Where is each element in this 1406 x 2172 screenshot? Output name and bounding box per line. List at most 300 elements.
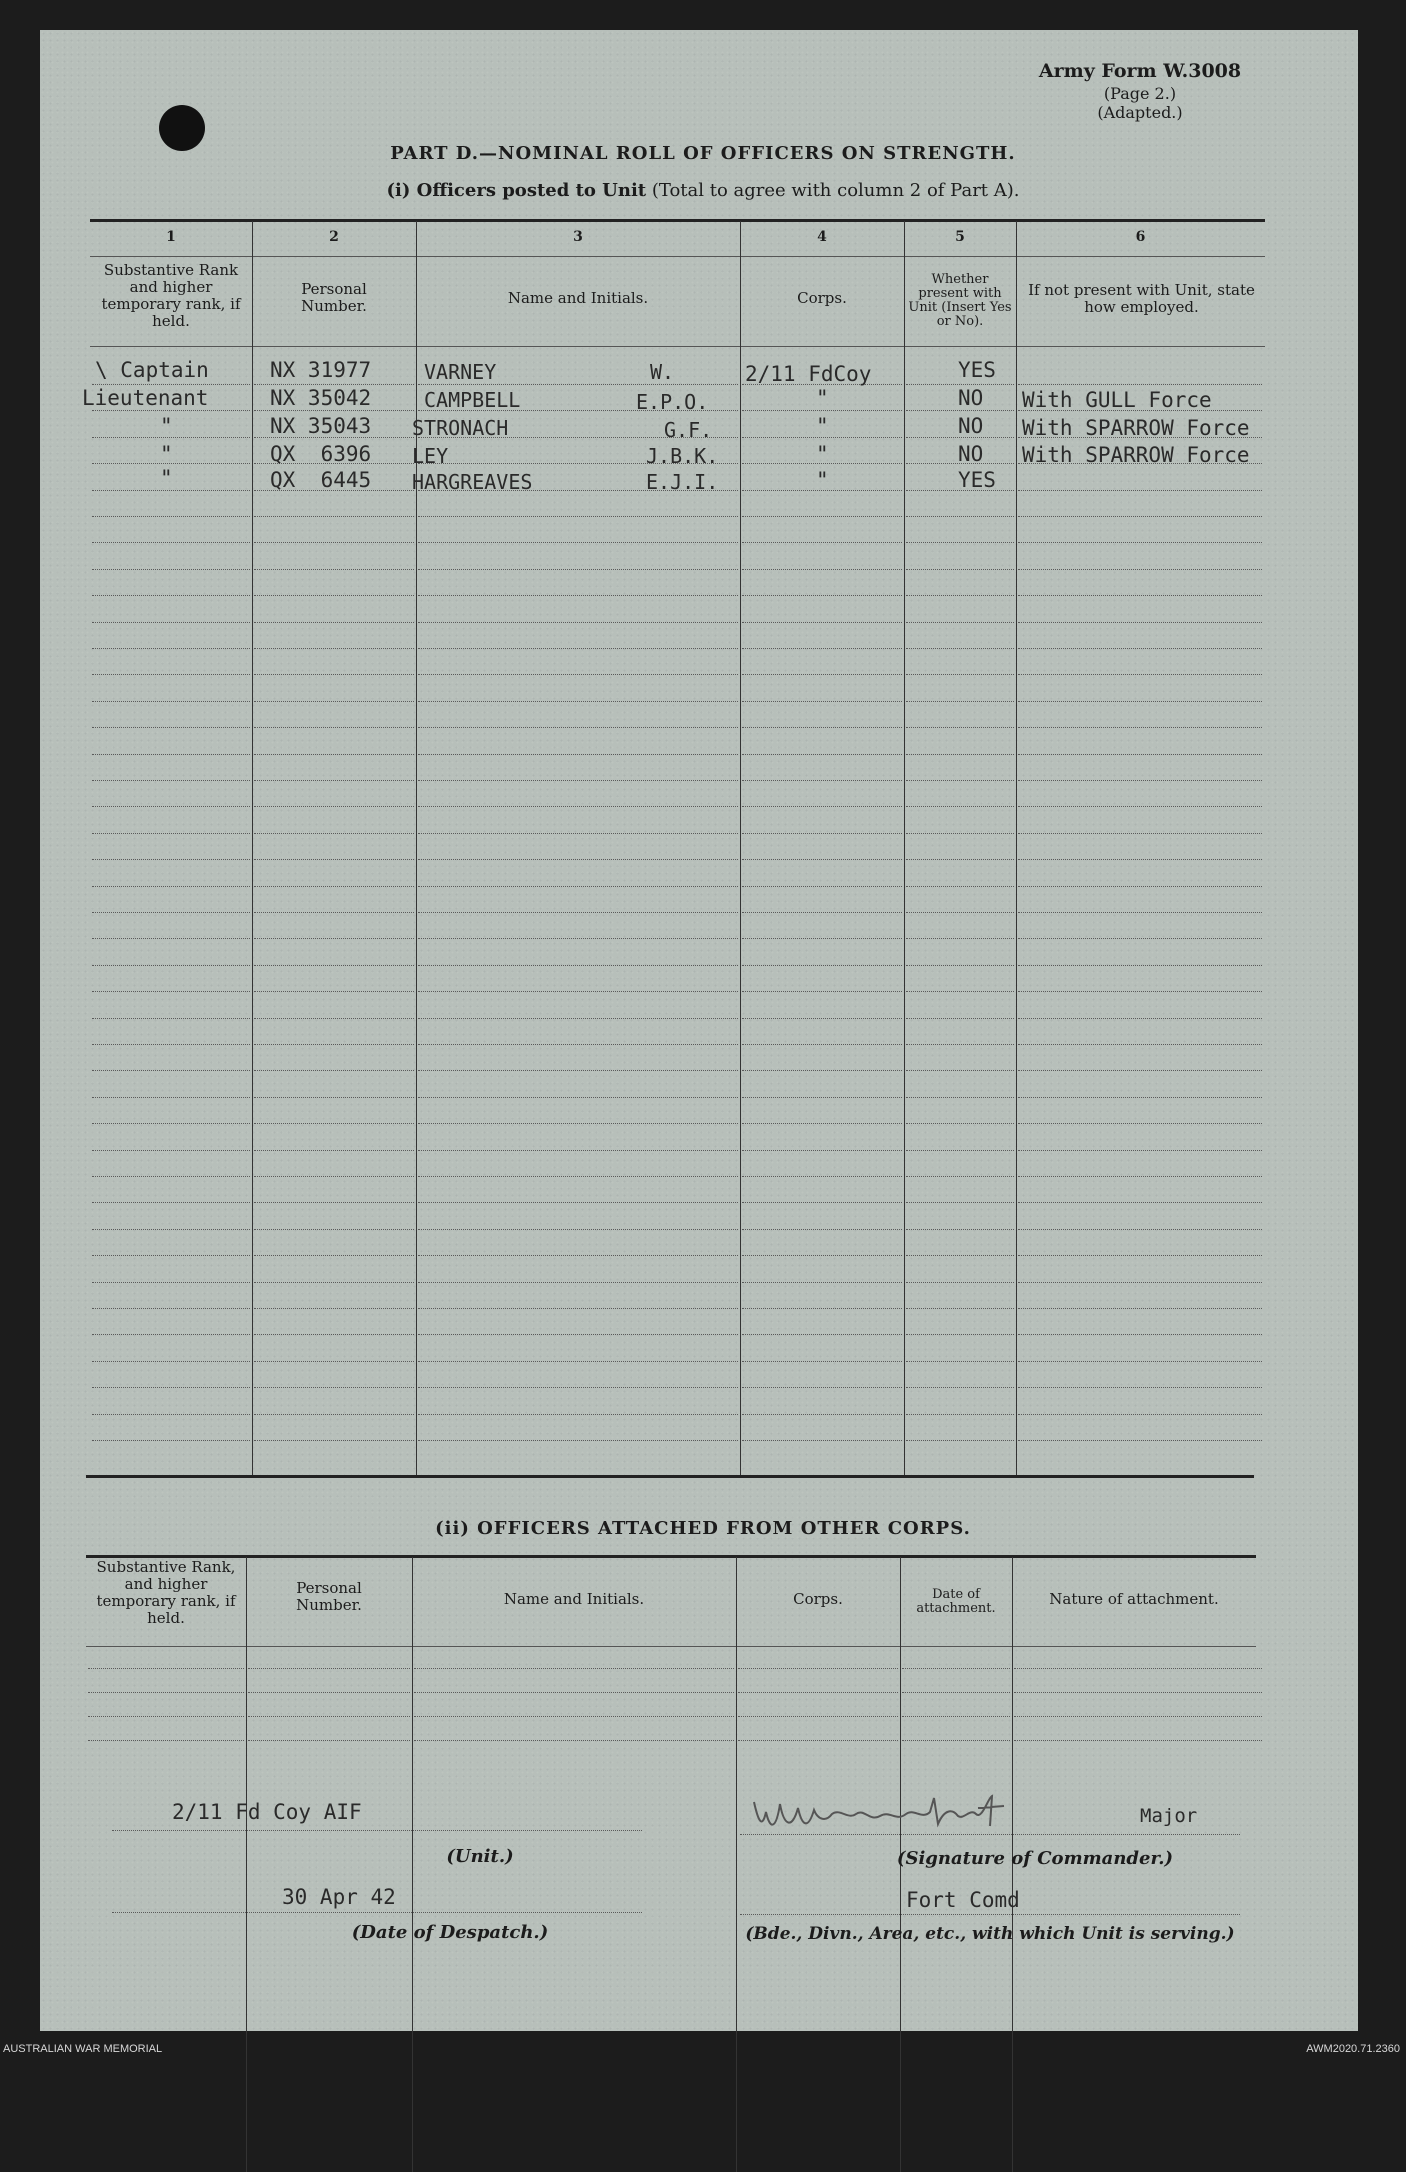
ruled-line [742, 516, 902, 517]
ruled-line [418, 1308, 738, 1309]
table2-col-divider-1 [246, 1557, 247, 2172]
ruled-line [906, 991, 1014, 992]
row2-employed: With GULL Force [1022, 388, 1212, 412]
unit-label: (Unit.) [446, 1846, 514, 1867]
ruled-line [906, 1018, 1014, 1019]
row1-corps: 2/11 FdCoy [745, 362, 872, 386]
form-paper [40, 30, 1358, 2031]
ruled-line [1018, 622, 1262, 623]
ruled-line [254, 595, 414, 596]
row4-name: LEY [412, 444, 449, 468]
ruled-line [88, 1716, 244, 1717]
ruled-line [418, 1440, 738, 1441]
part-d-title: PART D.—NOMINAL ROLL OF OFFICERS ON STRENGTH. [390, 143, 1016, 164]
ruled-line [254, 410, 414, 411]
ruled-line [254, 1414, 414, 1415]
ruled-line [1018, 991, 1262, 992]
ruled-line [742, 886, 902, 887]
ruled-line [906, 1414, 1014, 1415]
table1-col-divider-2 [416, 221, 417, 1476]
row4-initials: J.B.K. [646, 444, 719, 468]
ruled-line [906, 516, 1014, 517]
ruled-line [902, 1740, 1010, 1741]
ruled-line [92, 622, 250, 623]
header-name: Name and Initials. [507, 289, 649, 307]
commander-signature [752, 1790, 1152, 1844]
ruled-line [418, 595, 738, 596]
ruled-line [254, 965, 414, 966]
ruled-line [906, 1440, 1014, 1441]
ruled-line [418, 516, 738, 517]
ruled-line [742, 754, 902, 755]
ruled-line [92, 833, 250, 834]
ruled-line [254, 1123, 414, 1124]
ruled-line [418, 674, 738, 675]
ruled-line [906, 1308, 1014, 1309]
ruled-line [92, 1044, 250, 1045]
table1-col-divider-1 [252, 221, 253, 1476]
ruled-line [92, 542, 250, 543]
ruled-line [742, 1308, 902, 1309]
ruled-line [92, 965, 250, 966]
form-adapted: (Adapted.) [1097, 103, 1183, 122]
ruled-line [742, 859, 902, 860]
row3-rank: " [160, 414, 173, 438]
row1-name: VARNEY [424, 360, 497, 384]
ruled-line [1018, 1387, 1262, 1388]
ruled-line [254, 1308, 414, 1309]
ruled-line [738, 1692, 898, 1693]
ruled-line [418, 859, 738, 860]
ruled-line [906, 1150, 1014, 1151]
ruled-line [92, 1334, 250, 1335]
row3-initials: G.F. [664, 418, 713, 442]
ruled-line [906, 965, 1014, 966]
ruled-line [418, 1123, 738, 1124]
ruled-line [92, 1308, 250, 1309]
row4-corps: " [816, 442, 829, 466]
ruled-line [742, 1229, 902, 1230]
row5-present: YES [958, 468, 996, 492]
t2-header-date: Date of attachment. [916, 1587, 996, 1616]
ruled-line [254, 1255, 414, 1256]
row5-corps: " [816, 468, 829, 492]
row3-number: NX 35043 [270, 414, 372, 438]
ruled-line [92, 674, 250, 675]
ruled-line [254, 1044, 414, 1045]
ruled-line [1018, 542, 1262, 543]
ruled-line [902, 1692, 1010, 1693]
ruled-line [254, 1070, 414, 1071]
ruled-line [742, 1176, 902, 1177]
ruled-line [254, 622, 414, 623]
ruled-line [906, 1229, 1014, 1230]
ruled-line [742, 1018, 902, 1019]
ruled-line [1018, 490, 1262, 491]
ruled-line [1018, 1308, 1262, 1309]
ruled-line [1018, 1202, 1262, 1203]
row1-number: NX 31977 [270, 358, 372, 382]
ruled-line [254, 938, 414, 939]
col-number-3: 3 [573, 229, 583, 245]
ruled-line [906, 754, 1014, 755]
ruled-line [1018, 648, 1262, 649]
table1-numbers-rule [90, 256, 1265, 257]
subtitle-rest: (Total to agree with column 2 of Part A). [646, 180, 1020, 201]
ruled-line [92, 991, 250, 992]
ruled-line [418, 569, 738, 570]
ruled-line [254, 1018, 414, 1019]
ruled-line [414, 1716, 734, 1717]
table1-bottom-rule [86, 1475, 1254, 1478]
ruled-line [906, 806, 1014, 807]
ruled-line [1018, 1150, 1262, 1151]
ruled-line [92, 1440, 250, 1441]
ruled-line [1018, 1097, 1262, 1098]
ruled-line [418, 806, 738, 807]
ruled-line [414, 1692, 734, 1693]
row2-number: NX 35042 [270, 386, 372, 410]
ruled-line [906, 1097, 1014, 1098]
ruled-line [418, 1334, 738, 1335]
ruled-line [414, 1668, 734, 1669]
signature-label: (Signature of Commander.) [896, 1848, 1174, 1869]
ruled-line [742, 1150, 902, 1151]
ruled-line [92, 1255, 250, 1256]
ruled-line [254, 648, 414, 649]
ruled-line [254, 886, 414, 887]
ruled-line [1018, 1044, 1262, 1045]
ruled-line [92, 754, 250, 755]
ruled-line [742, 1414, 902, 1415]
ruled-line [906, 1070, 1014, 1071]
ruled-line [742, 542, 902, 543]
ruled-line [418, 1414, 738, 1415]
ruled-line [1018, 1440, 1262, 1441]
ruled-line [92, 1282, 250, 1283]
ruled-line [1018, 1229, 1262, 1230]
ruled-line [254, 701, 414, 702]
ruled-line [742, 965, 902, 966]
ruled-line [906, 1255, 1014, 1256]
signature-line [740, 1834, 1240, 1835]
ruled-line [742, 1334, 902, 1335]
ruled-line [1014, 1716, 1262, 1717]
unit-line [112, 1830, 642, 1831]
ruled-line [906, 1334, 1014, 1335]
ruled-line [92, 595, 250, 596]
ruled-line [254, 384, 414, 385]
ruled-line [254, 674, 414, 675]
ruled-line [92, 701, 250, 702]
signature-scribble [752, 1790, 1152, 1840]
serving-label: (Bde., Divn., Area, etc., with which Unit is serving.) [745, 1924, 1235, 1944]
ruled-line [742, 727, 902, 728]
ruled-line [92, 384, 250, 385]
ruled-line [1018, 1282, 1262, 1283]
ruled-line [92, 1176, 250, 1177]
ruled-line [1018, 701, 1262, 702]
table2-header-rule [86, 1646, 1256, 1647]
ruled-line [906, 886, 1014, 887]
row5-name: HARGREAVES [412, 470, 533, 494]
ruled-line [1018, 1070, 1262, 1071]
ruled-line [742, 622, 902, 623]
table1-col-divider-5 [1016, 221, 1017, 1476]
footer-right: AWM2020.71.2360 [1306, 2043, 1400, 2055]
ruled-line [92, 1070, 250, 1071]
ruled-line [738, 1668, 898, 1669]
ruled-line [92, 1202, 250, 1203]
ruled-line [1018, 1176, 1262, 1177]
header-employed: If not present with Unit, state how employed. [1028, 281, 1255, 316]
ruled-line [92, 912, 250, 913]
ruled-line [88, 1668, 244, 1669]
ruled-line [742, 1387, 902, 1388]
ruled-line [92, 1018, 250, 1019]
ruled-line [254, 833, 414, 834]
ruled-line [742, 780, 902, 781]
ruled-line [742, 1097, 902, 1098]
ruled-line [418, 701, 738, 702]
ruled-line [906, 938, 1014, 939]
ruled-line [1018, 1123, 1262, 1124]
row1-rank: \ Captain [95, 358, 209, 382]
ruled-line [418, 1070, 738, 1071]
row1-present: YES [958, 358, 996, 382]
ruled-line [1014, 1692, 1262, 1693]
ruled-line [414, 1740, 734, 1741]
ruled-line [418, 1255, 738, 1256]
ruled-line [1018, 833, 1262, 834]
ruled-line [92, 1414, 250, 1415]
ruled-line [742, 569, 902, 570]
ruled-line [1018, 965, 1262, 966]
ruled-line [906, 1044, 1014, 1045]
ruled-line [1018, 886, 1262, 887]
table2-col-divider-3 [736, 1557, 737, 2172]
ruled-line [418, 780, 738, 781]
ruled-line [92, 1150, 250, 1151]
ruled-line [92, 410, 250, 411]
ruled-line [418, 1150, 738, 1151]
ruled-line [742, 806, 902, 807]
ruled-line [248, 1716, 410, 1717]
row5-number: QX 6445 [270, 468, 372, 492]
ruled-line [742, 1282, 902, 1283]
ruled-line [254, 1361, 414, 1362]
date-value: 30 Apr 42 [282, 1885, 396, 1909]
ruled-line [418, 1202, 738, 1203]
col-number-1: 1 [166, 229, 176, 245]
ruled-line [1018, 754, 1262, 755]
row2-present: NO [958, 386, 984, 410]
ruled-line [1018, 780, 1262, 781]
ruled-line [742, 1255, 902, 1256]
ruled-line [418, 1018, 738, 1019]
ruled-line [906, 595, 1014, 596]
ruled-line [254, 912, 414, 913]
row3-name: STRONACH [412, 416, 509, 440]
col-number-4: 4 [817, 229, 827, 245]
ruled-line [906, 1176, 1014, 1177]
row4-employed: With SPARROW Force [1022, 443, 1250, 467]
row4-present: NO [958, 442, 984, 466]
row2-name: CAMPBELL [424, 388, 521, 412]
ruled-line [742, 648, 902, 649]
ruled-line [1014, 1668, 1262, 1669]
ruled-line [1018, 912, 1262, 913]
ruled-line [906, 1282, 1014, 1283]
ruled-line [906, 1361, 1014, 1362]
ruled-line [418, 1361, 738, 1362]
ruled-line [906, 542, 1014, 543]
ruled-line [1018, 1255, 1262, 1256]
header-rank: Substantive Rank and higher temporary rank, if held. [101, 261, 241, 330]
ruled-line [418, 1387, 738, 1388]
ruled-line [906, 622, 1014, 623]
ruled-line [742, 912, 902, 913]
ruled-line [92, 569, 250, 570]
ruled-line [254, 991, 414, 992]
header-corps: Corps. [797, 289, 847, 307]
ruled-line [906, 833, 1014, 834]
ruled-line [254, 1150, 414, 1151]
ruled-line [906, 859, 1014, 860]
t2-header-personal-number: Personal Number. [296, 1579, 362, 1614]
form-page: (Page 2.) [1103, 84, 1177, 103]
ruled-line [248, 1668, 410, 1669]
ruled-line [906, 701, 1014, 702]
ruled-line [254, 1282, 414, 1283]
ruled-line [254, 1202, 414, 1203]
ruled-line [742, 1123, 902, 1124]
ruled-line [1018, 727, 1262, 728]
ruled-line [254, 1440, 414, 1441]
ruled-line [418, 1097, 738, 1098]
ruled-line [1018, 516, 1262, 517]
ruled-line [418, 1282, 738, 1283]
ruled-line [254, 542, 414, 543]
ruled-line [254, 1097, 414, 1098]
ruled-line [906, 674, 1014, 675]
ruled-line [906, 1123, 1014, 1124]
date-line [112, 1912, 642, 1913]
ruled-line [738, 1740, 898, 1741]
ruled-line [906, 1387, 1014, 1388]
ruled-line [906, 912, 1014, 913]
ruled-line [92, 780, 250, 781]
ruled-line [1018, 1018, 1262, 1019]
ruled-line [1018, 1361, 1262, 1362]
ruled-line [906, 384, 1014, 385]
ruled-line [418, 886, 738, 887]
ruled-line [906, 727, 1014, 728]
t2-header-nature: Nature of attachment. [1049, 1590, 1219, 1608]
ruled-line [254, 1387, 414, 1388]
ruled-line [742, 410, 902, 411]
ruled-line [92, 648, 250, 649]
ruled-line [92, 1097, 250, 1098]
ruled-line [742, 938, 902, 939]
date-label: (Date of Despatch.) [351, 1922, 549, 1943]
row3-employed: With SPARROW Force [1022, 416, 1250, 440]
row3-present: NO [958, 414, 984, 438]
ruled-line [742, 1440, 902, 1441]
table1-top-rule [90, 219, 1265, 222]
ruled-line [248, 1740, 410, 1741]
ruled-line [742, 1044, 902, 1045]
ruled-line [902, 1668, 1010, 1669]
ruled-line [906, 569, 1014, 570]
signature-suffix: Major [1140, 1805, 1198, 1827]
ruled-line [92, 1229, 250, 1230]
ruled-line [254, 1334, 414, 1335]
part-ii-title: (ii) OFFICERS ATTACHED FROM OTHER CORPS. [435, 1518, 971, 1539]
col-number-6: 6 [1135, 229, 1146, 245]
table1-header-rule [90, 346, 1265, 347]
ruled-line [254, 727, 414, 728]
ruled-line [92, 727, 250, 728]
ruled-line [254, 859, 414, 860]
ruled-line [92, 1123, 250, 1124]
part-d-subtitle [0, 180, 1406, 201]
ruled-line [92, 1387, 250, 1388]
header-present: Whether present with Unit (Insert Yes or No). [908, 272, 1012, 329]
unit-value: 2/11 Fd Coy AIF [172, 1800, 362, 1824]
ruled-line [742, 595, 902, 596]
ruled-line [88, 1692, 244, 1693]
ruled-line [1018, 938, 1262, 939]
ruled-line [418, 622, 738, 623]
row2-initials: E.P.O. [636, 390, 709, 414]
ruled-line [742, 833, 902, 834]
ruled-line [254, 1176, 414, 1177]
ruled-line [1018, 1414, 1262, 1415]
subtitle-bold: (i) Officers posted to Unit [386, 180, 647, 201]
ruled-line [88, 1740, 244, 1741]
ruled-line [418, 1044, 738, 1045]
row3-corps: " [816, 414, 829, 438]
ruled-line [254, 754, 414, 755]
ruled-line [254, 569, 414, 570]
form-number: Army Form W.3008 [1038, 60, 1242, 82]
ruled-line [418, 648, 738, 649]
ruled-line [1018, 806, 1262, 807]
t2-header-corps: Corps. [793, 1590, 843, 1608]
ruled-line [418, 833, 738, 834]
table2-top-rule [86, 1555, 1256, 1558]
row4-number: QX 6396 [270, 442, 372, 466]
ruled-line [742, 674, 902, 675]
ruled-line [254, 806, 414, 807]
ruled-line [92, 859, 250, 860]
ruled-line [418, 1229, 738, 1230]
ruled-line [92, 938, 250, 939]
row2-rank: Lieutenant [82, 386, 209, 410]
row1-initials: W. [650, 360, 675, 384]
ruled-line [248, 1692, 410, 1693]
t2-header-name: Name and Initials. [503, 1590, 645, 1608]
ruled-line [418, 727, 738, 728]
ruled-line [418, 754, 738, 755]
ruled-line [1018, 859, 1262, 860]
ruled-line [1018, 384, 1262, 385]
ruled-line [92, 516, 250, 517]
ruled-line [742, 991, 902, 992]
t2-header-rank: Substantive Rank, and higher temporary rank, if held. [96, 1558, 236, 1627]
serving-value: Fort Comd [906, 1888, 1020, 1912]
